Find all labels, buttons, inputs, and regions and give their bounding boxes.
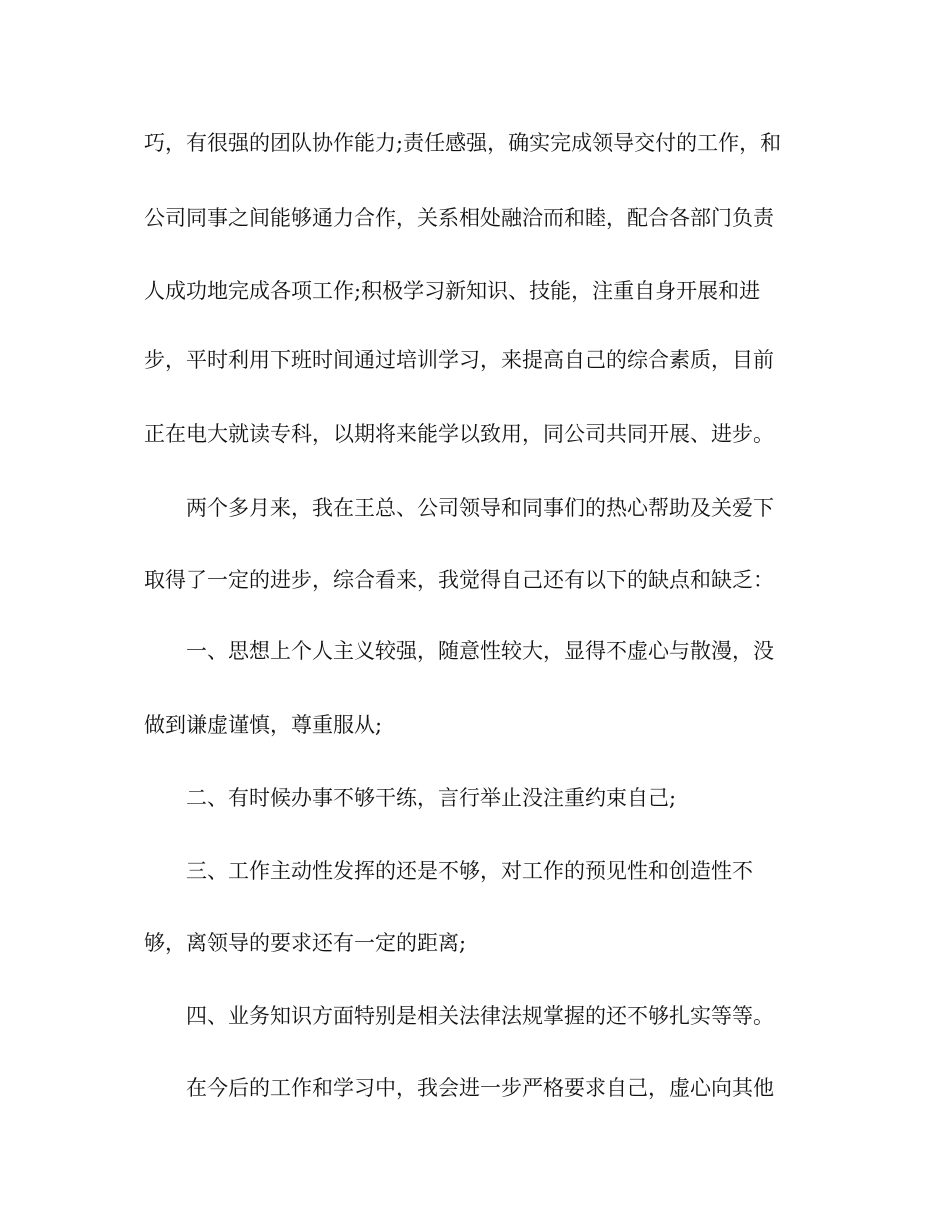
list-item-first-line: 三、工作主动性发挥的还是不够，对工作的预见性和创造性不 <box>186 859 753 883</box>
text-line: 人成功地完成各项工作;积极学习新知识、技能，注重自身开展和进 <box>144 279 761 303</box>
text-line: 巧，有很强的团队协作能力;责任感强，确实完成领导交付的工作，和 <box>144 131 782 155</box>
text-line: 做到谦虚谨慎，尊重服从; <box>144 713 383 737</box>
text-line: 正在电大就读专科，以期将来能学以致用，同公司共同开展、进步。 <box>144 422 774 446</box>
list-item-first-line: 二、有时候办事不够干练，言行举止没注重约束自己; <box>186 786 677 810</box>
text-line: 够，离领导的要求还有一定的距离; <box>144 931 467 955</box>
text-line: 步，平时利用下班时间通过培训学习，来提高自己的综合素质，目前 <box>144 348 774 372</box>
list-item-first-line: 四、业务知识方面特别是相关法律法规掌握的还不够扎实等等。 <box>186 1004 774 1028</box>
text-line: 取得了一定的进步，综合看来，我觉得自己还有以下的缺点和缺乏： <box>144 568 774 592</box>
paragraph-first-line: 两个多月来，我在王总、公司领导和同事们的热心帮助及关爱下 <box>186 496 774 520</box>
paragraph-first-line: 在今后的工作和学习中，我会进一步严格要求自己，虚心向其他 <box>186 1076 774 1100</box>
text-line: 公司同事之间能够通力合作，关系相处融洽而和睦，配合各部门负责 <box>144 206 774 230</box>
list-item-first-line: 一、思想上个人主义较强，随意性较大，显得不虚心与散漫，没 <box>186 639 774 663</box>
